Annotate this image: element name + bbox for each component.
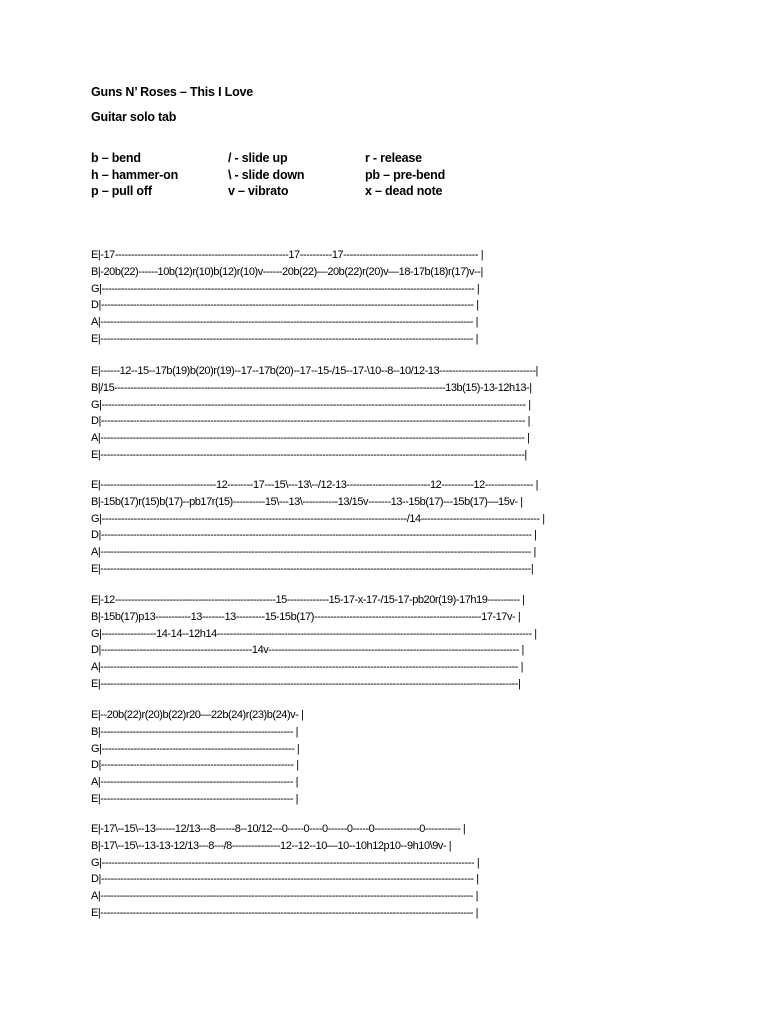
tab-line: B|-15b(17)r(15)b(17)--pb17r(15)----------15\---13\-----------13/15v-------13--15b(17)---15b(17)—15v- |: [91, 495, 523, 508]
tab-line: E|------------------------------------12--------17---15\---13\--/12-13--------------------------12----------12--------------- |: [91, 479, 538, 491]
tab-line: B|------------------------------------------------------------ |: [91, 725, 299, 738]
tab-line: A|---------------------------------------------------------------------------------------------------------------------------------- |: [91, 661, 524, 674]
tab-line: A|------------------------------------------------------------ |: [91, 776, 299, 789]
tab-line: D|-----------------------------------------------14v------------------------------------------------------------------------------ |: [91, 644, 524, 657]
legend-item: r - release: [365, 151, 422, 165]
tab-line: E|-17------------------------------------------------------17----------17------------------------------------------ |: [91, 249, 484, 261]
tab-line: G|-------------------------------------------------------------------------------------------------------------------- |: [91, 282, 480, 295]
legend-item: \ - slide down: [228, 167, 305, 182]
tab-line: E|-------------------------------------------------------------------------------------------------------------------- |: [91, 906, 479, 919]
legend-item: / - slide up: [228, 151, 288, 165]
tab-line: B|-15b(17)p13-----------13-------13---------15-15b(17)----------------------------------------------------17-17v- |: [91, 610, 521, 623]
tab-line: B|-20b(22)------10b(12)r(10)b(12)r(10)v------20b(22)—20b(22)r(20)v—18-17b(18)r(17)v--|: [91, 265, 483, 278]
tab-line: D|------------------------------------------------------------------------------------------------------------------------------------ |: [91, 415, 531, 428]
page-title: Guns N’ Roses – This I Love: [91, 85, 254, 99]
tab-line: A|------------------------------------------------------------------------------------------------------------------------------------ |: [91, 432, 530, 445]
tab-line: E|-12--------------------------------------------------15-------------15-17-x-17-/15-17-pb20r(19)-17h19---------- |: [91, 594, 525, 606]
tab-line: D|-------------------------------------------------------------------------------------------------------------------- |: [91, 873, 479, 886]
tab-line: A|-------------------------------------------------------------------------------------------------------------------- |: [91, 316, 479, 329]
legend-item: pb – pre-bend: [365, 167, 446, 182]
tab-staff-1: [91, 247, 483, 348]
tab-line: E|-17\--15\--13------12/13---8------8--10/12---0-----0----0------0-----0--------------0----------- |: [91, 823, 466, 835]
legend-item: b – bend: [91, 151, 141, 165]
legend-item: p – pull off: [91, 184, 152, 199]
tab-line: E|--20b(22)r(20)b(22)r20—22b(24)r(23)b(24)v- |: [91, 709, 304, 721]
legend-column-2: [228, 150, 304, 200]
tab-line: G|-----------------------------------------------------------------------------------------------/14------------------------------------- |: [91, 512, 545, 525]
tab-line: E|------------------------------------------------------------------------------------------------------------------------------------|: [91, 448, 527, 461]
tab-line: G|------------------------------------------------------------------------------------------------------------------------------------ |: [91, 398, 531, 411]
legend-item: x – dead note: [365, 184, 443, 199]
tab-line: E|-------------------------------------------------------------------------------------------------------------------- |: [91, 332, 479, 345]
tab-line: G|-------------------------------------------------------------------------------------------------------------------- |: [91, 856, 480, 869]
tab-staff-6: [91, 821, 479, 922]
tab-line: E|----------------------------------------------------------------------------------------------------------------------------------|: [91, 677, 521, 690]
tab-line: B|/15-------------------------------------------------------------------------------------------------------13b(15)-13-12h13-|: [91, 381, 532, 394]
legend-item: v – vibrato: [228, 184, 289, 199]
tab-staff-2: [91, 363, 538, 464]
legend-column-1: [91, 150, 178, 200]
tab-line: G|------------------------------------------------------------ |: [91, 742, 300, 755]
legend-column-3: [365, 150, 445, 200]
tab-line: A|-------------------------------------------------------------------------------------------------------------------------------------- |: [91, 546, 536, 559]
tab-line: E|------------------------------------------------------------ |: [91, 792, 299, 805]
tab-line: D|------------------------------------------------------------ |: [91, 759, 299, 772]
tab-staff-3: [91, 477, 545, 578]
tab-line: E|--------------------------------------------------------------------------------------------------------------------------------------|: [91, 562, 534, 575]
tab-line: G|-----------------14-14--12h14-------------------------------------------------------------------------------------------------- |: [91, 627, 537, 640]
legend-item: h – hammer-on: [91, 167, 178, 182]
tab-line: E|------12--15--17b(19)b(20)r(19)--17--17b(20)--17--15-/15--17-\10--8--10/12-13------------------------------|: [91, 365, 538, 377]
tab-line: B|-17\--15\--13-13-12/13---8---/8---------------12--12--10—10--10h12p10--9h10\9v- |: [91, 839, 452, 852]
tab-staff-5: [91, 707, 303, 808]
tab-line: A|-------------------------------------------------------------------------------------------------------------------- |: [91, 890, 479, 903]
page-subtitle: Guitar solo tab: [91, 110, 177, 124]
tab-line: D|-------------------------------------------------------------------------------------------------------------------- |: [91, 299, 479, 312]
tab-staff-4: [91, 592, 537, 693]
tab-line: D|-------------------------------------------------------------------------------------------------------------------------------------- |: [91, 529, 537, 542]
